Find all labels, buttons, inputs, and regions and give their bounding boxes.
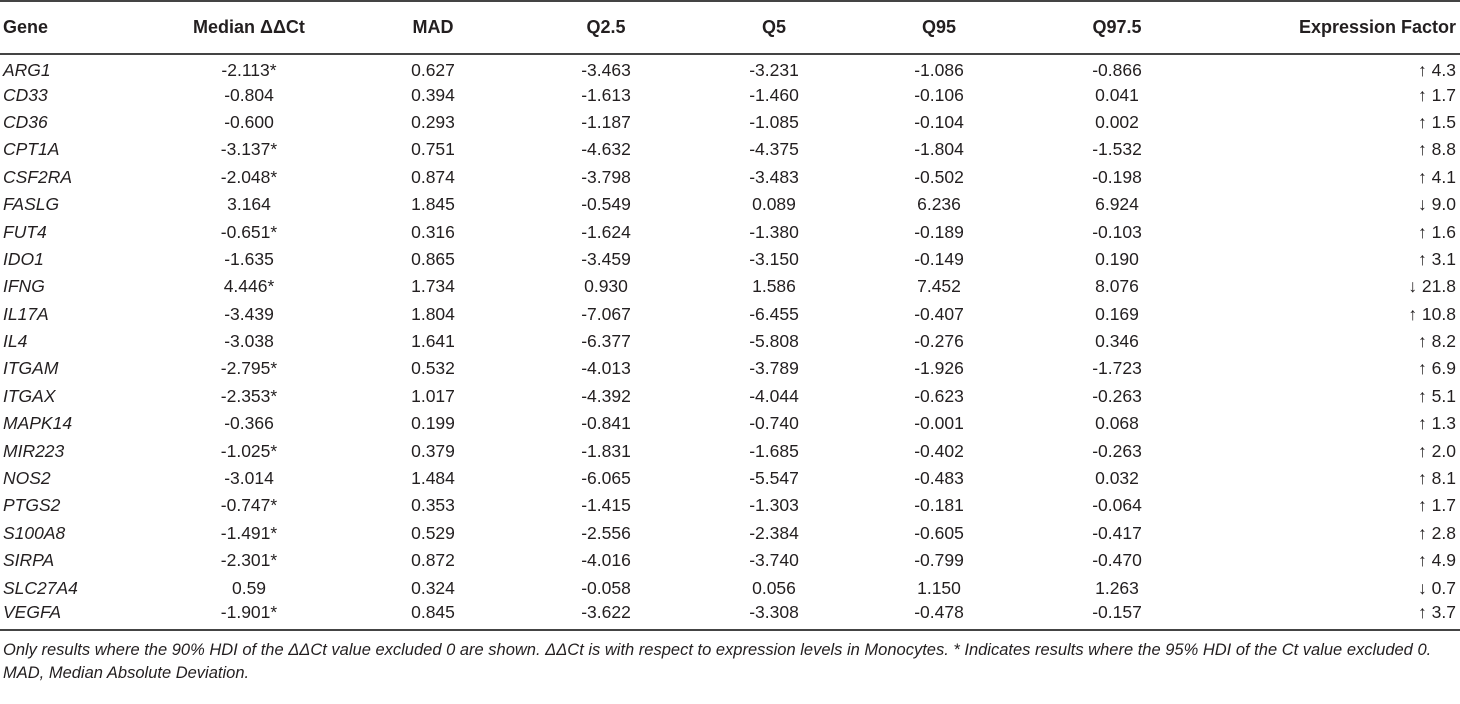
table-row	[0, 437, 1460, 464]
cell-q5: -6.455	[749, 303, 799, 324]
cell-median: -1.901*	[150, 602, 348, 630]
cell-median: -3.439	[224, 303, 274, 324]
cell-q2-5: -6.377	[581, 331, 631, 352]
cell-q95: -0.106	[914, 84, 964, 105]
cell-q5: -1.085	[749, 111, 799, 132]
table-row	[0, 136, 1460, 163]
column-header-gene: Gene	[0, 1, 150, 54]
cell-gene: SLC27A4	[3, 577, 78, 598]
cell-q5: -3.308	[694, 602, 854, 630]
table-row	[0, 273, 1460, 300]
cell-median: -2.048*	[220, 166, 278, 187]
column-header-q2-5: Q2.5	[518, 1, 694, 54]
cell-q2-5: -4.392	[581, 385, 631, 406]
cell-q95: -0.483	[914, 468, 964, 489]
cell-mad: 0.394	[411, 84, 455, 105]
cell-q95: 7.452	[917, 276, 961, 297]
cell-q95: -0.623	[914, 385, 964, 406]
cell-gene: FASLG	[3, 194, 60, 215]
cell-gene: ITGAX	[3, 385, 56, 406]
cell-expression-factor: ↑ 8.1	[1418, 468, 1456, 489]
cell-q2-5: -2.556	[581, 522, 631, 543]
cell-expression-factor: ↑ 2.0	[1418, 440, 1456, 461]
cell-gene: SIRPA	[3, 550, 55, 571]
cell-q97-5: -0.157	[1024, 602, 1210, 630]
table-row	[0, 81, 1460, 108]
cell-q97-5: -0.263	[1092, 440, 1142, 461]
cell-expression-factor: ↑ 1.3	[1418, 413, 1456, 434]
cell-expression-factor: ↑ 8.2	[1418, 331, 1456, 352]
cell-q97-5: 0.041	[1095, 84, 1139, 105]
cell-expression-factor: ↑ 3.1	[1418, 248, 1456, 269]
cell-mad: 0.379	[411, 440, 455, 461]
cell-expression-factor: ↓ 9.0	[1418, 194, 1456, 215]
cell-q97-5: 0.190	[1095, 248, 1139, 269]
table-row	[0, 492, 1460, 519]
cell-q5: -3.483	[749, 166, 799, 187]
cell-gene: IFNG	[3, 276, 45, 297]
cell-gene: IL4	[3, 331, 28, 352]
cell-q5: -1.460	[749, 84, 799, 105]
cell-median: -2.795*	[220, 358, 278, 379]
cell-gene: PTGS2	[3, 495, 61, 516]
cell-q2-5: -3.798	[581, 166, 631, 187]
cell-mad: 1.017	[411, 385, 455, 406]
cell-mad: 1.484	[411, 468, 455, 489]
cell-mad: 0.874	[411, 166, 455, 187]
cell-q95: -0.189	[914, 221, 964, 242]
cell-gene: CD36	[3, 111, 48, 132]
cell-mad: 0.293	[411, 111, 455, 132]
cell-mad: 0.529	[411, 522, 455, 543]
cell-gene: VEGFA	[0, 602, 150, 630]
cell-q5: -0.740	[749, 413, 799, 434]
cell-median: 0.59	[231, 577, 267, 598]
cell-gene: MIR223	[3, 440, 65, 461]
cell-q97-5: 0.032	[1095, 468, 1139, 489]
cell-expression-factor: ↑ 2.8	[1418, 522, 1456, 543]
cell-median: -1.491*	[220, 522, 278, 543]
table-row	[0, 328, 1460, 355]
cell-q97-5: 0.169	[1095, 303, 1139, 324]
column-header-q97-5: Q97.5	[1024, 1, 1210, 54]
cell-q97-5: 1.263	[1095, 577, 1139, 598]
cell-q2-5: -0.841	[581, 413, 631, 434]
cell-q5: 1.586	[752, 276, 796, 297]
column-header-mad: MAD	[348, 1, 518, 54]
cell-expression-factor: ↑ 1.5	[1418, 111, 1456, 132]
cell-gene: S100A8	[3, 522, 66, 543]
cell-q2-5: -1.415	[581, 495, 631, 516]
cell-gene: ITGAM	[3, 358, 59, 379]
table-body	[0, 54, 1460, 630]
cell-q95: -1.926	[914, 358, 964, 379]
table-row	[0, 465, 1460, 492]
cell-expression-factor: ↑ 1.7	[1418, 84, 1456, 105]
cell-q97-5: 0.346	[1095, 331, 1139, 352]
cell-expression-factor: ↑ 4.3	[1418, 60, 1456, 81]
cell-q2-5: 0.930	[584, 276, 628, 297]
cell-q95: -0.478	[854, 602, 1024, 630]
cell-expression-factor: ↑ 3.7	[1210, 602, 1460, 630]
cell-gene: CD33	[3, 84, 48, 105]
cell-median: -2.353*	[220, 385, 278, 406]
table-row	[0, 410, 1460, 437]
cell-expression-factor: ↑ 10.8	[1408, 303, 1456, 324]
cell-median: -1.025*	[220, 440, 278, 461]
table-row	[0, 355, 1460, 382]
cell-expression-factor: ↑ 8.8	[1418, 139, 1456, 160]
table-row	[0, 54, 1460, 81]
cell-q95: 1.150	[917, 577, 961, 598]
cell-q95: -0.001	[914, 413, 964, 434]
cell-q5: -4.375	[749, 139, 799, 160]
table-footnote: Only results where the 90% HDI of the ΔΔCt value excluded 0 are shown. ΔΔCt is with respect to expression levels in Monocytes. * Indicates results where the 95% HDI of the Ct value excluded 0. MAD, Median Absolute Deviation.	[3, 640, 1432, 682]
table-row	[0, 547, 1460, 574]
cell-q95: -0.104	[914, 111, 964, 132]
cell-q5: -3.231	[749, 60, 799, 81]
cell-mad: 0.751	[411, 139, 455, 160]
cell-mad: 1.845	[411, 194, 455, 215]
cell-q95: -1.086	[914, 60, 964, 81]
cell-mad: 0.865	[411, 248, 455, 269]
cell-expression-factor: ↑ 1.6	[1418, 221, 1456, 242]
column-header-q5: Q5	[694, 1, 854, 54]
cell-gene: CSF2RA	[3, 166, 73, 187]
cell-q5: -1.303	[749, 495, 799, 516]
cell-q5: -4.044	[749, 385, 799, 406]
cell-q97-5: -0.103	[1092, 221, 1142, 242]
cell-q2-5: -1.187	[581, 111, 631, 132]
cell-median: -0.651*	[220, 221, 278, 242]
cell-gene: FUT4	[3, 221, 47, 242]
cell-q2-5: -3.622	[518, 602, 694, 630]
cell-q97-5: -0.198	[1092, 166, 1142, 187]
cell-q95: -0.276	[914, 331, 964, 352]
cell-q97-5: -1.532	[1092, 139, 1142, 160]
cell-gene: IDO1	[3, 248, 44, 269]
cell-q2-5: -4.632	[581, 139, 631, 160]
table-row	[0, 246, 1460, 273]
cell-mad: 0.353	[411, 495, 455, 516]
cell-q5: -3.740	[749, 550, 799, 571]
cell-median: -0.366	[224, 413, 274, 434]
cell-q95: -0.149	[914, 248, 964, 269]
cell-mad: 1.641	[411, 331, 455, 352]
cell-expression-factor: ↓ 0.7	[1418, 577, 1456, 598]
cell-q5: -3.150	[749, 248, 799, 269]
cell-median: -3.014	[224, 468, 274, 489]
cell-q5: 0.089	[752, 194, 796, 215]
cell-expression-factor: ↓ 21.8	[1408, 276, 1456, 297]
cell-q5: -5.808	[749, 331, 799, 352]
cell-q2-5: -3.463	[581, 60, 631, 81]
cell-q97-5: 6.924	[1095, 194, 1139, 215]
cell-q5: -1.685	[749, 440, 799, 461]
cell-q95: -1.804	[914, 139, 964, 160]
cell-expression-factor: ↑ 4.1	[1418, 166, 1456, 187]
cell-q5: 0.056	[752, 577, 796, 598]
cell-q97-5: -1.723	[1092, 358, 1142, 379]
cell-q5: -2.384	[749, 522, 799, 543]
table-row	[0, 191, 1460, 218]
cell-q2-5: -1.831	[581, 440, 631, 461]
cell-median: -0.804	[224, 84, 274, 105]
column-header-median: Median ΔΔCt	[150, 1, 348, 54]
cell-q2-5: -7.067	[581, 303, 631, 324]
table-row	[0, 109, 1460, 136]
table-row	[0, 602, 1460, 630]
cell-median: 4.446*	[223, 276, 275, 297]
cell-q2-5: -6.065	[581, 468, 631, 489]
cell-mad: 0.845	[348, 602, 518, 630]
cell-q2-5: -1.624	[581, 221, 631, 242]
cell-mad: 0.627	[411, 60, 455, 81]
cell-q5: -3.789	[749, 358, 799, 379]
cell-q97-5: -0.470	[1092, 550, 1142, 571]
cell-mad: 1.734	[411, 276, 455, 297]
cell-q95: -0.407	[914, 303, 964, 324]
cell-q95: -0.181	[914, 495, 964, 516]
cell-expression-factor: ↑ 5.1	[1418, 385, 1456, 406]
cell-q95: -0.605	[914, 522, 964, 543]
cell-expression-factor: ↑ 6.9	[1418, 358, 1456, 379]
cell-expression-factor: ↑ 4.9	[1418, 550, 1456, 571]
table-row	[0, 218, 1460, 245]
column-header-expression-factor: Expression Factor	[1210, 1, 1460, 54]
cell-q95: -0.799	[914, 550, 964, 571]
table-row	[0, 574, 1460, 601]
table-header-row	[0, 1, 1460, 54]
cell-q97-5: 8.076	[1095, 276, 1139, 297]
cell-q97-5: 0.068	[1095, 413, 1139, 434]
table-row	[0, 164, 1460, 191]
cell-median: -3.137*	[220, 139, 278, 160]
cell-q2-5: -0.549	[581, 194, 631, 215]
table-row	[0, 383, 1460, 410]
cell-median: -1.635	[224, 248, 274, 269]
cell-gene: CPT1A	[3, 139, 60, 160]
cell-median: 3.164	[227, 194, 271, 215]
cell-q97-5: 0.002	[1095, 111, 1139, 132]
cell-expression-factor: ↑ 1.7	[1418, 495, 1456, 516]
cell-gene: IL17A	[3, 303, 49, 324]
cell-q97-5: -0.064	[1092, 495, 1142, 516]
cell-gene: MAPK14	[3, 413, 73, 434]
cell-q2-5: -0.058	[581, 577, 631, 598]
cell-median: -3.038	[224, 331, 274, 352]
cell-mad: 0.199	[411, 413, 455, 434]
cell-q97-5: -0.263	[1092, 385, 1142, 406]
cell-q2-5: -3.459	[581, 248, 631, 269]
cell-q2-5: -1.613	[581, 84, 631, 105]
cell-mad: 0.532	[411, 358, 455, 379]
cell-mad: 0.872	[411, 550, 455, 571]
cell-gene: NOS2	[3, 468, 51, 489]
cell-q97-5: -0.866	[1092, 60, 1142, 81]
cell-median: -2.113*	[221, 60, 277, 81]
cell-gene: ARG1	[3, 60, 51, 81]
cell-mad: 0.324	[411, 577, 455, 598]
table-row	[0, 301, 1460, 328]
column-header-q95: Q95	[854, 1, 1024, 54]
cell-median: -2.301*	[220, 550, 278, 571]
cell-q2-5: -4.013	[581, 358, 631, 379]
table-row	[0, 520, 1460, 547]
cell-mad: 1.804	[411, 303, 455, 324]
cell-q95: -0.502	[914, 166, 964, 187]
cell-q95: -0.402	[914, 440, 964, 461]
cell-q5: -1.380	[749, 221, 799, 242]
cell-q5: -5.547	[749, 468, 799, 489]
cell-median: -0.747*	[220, 495, 278, 516]
cell-q97-5: -0.417	[1092, 522, 1142, 543]
cell-q95: 6.236	[917, 194, 961, 215]
cell-median: -0.600	[224, 111, 274, 132]
cell-mad: 0.316	[411, 221, 455, 242]
cell-q2-5: -4.016	[581, 550, 631, 571]
